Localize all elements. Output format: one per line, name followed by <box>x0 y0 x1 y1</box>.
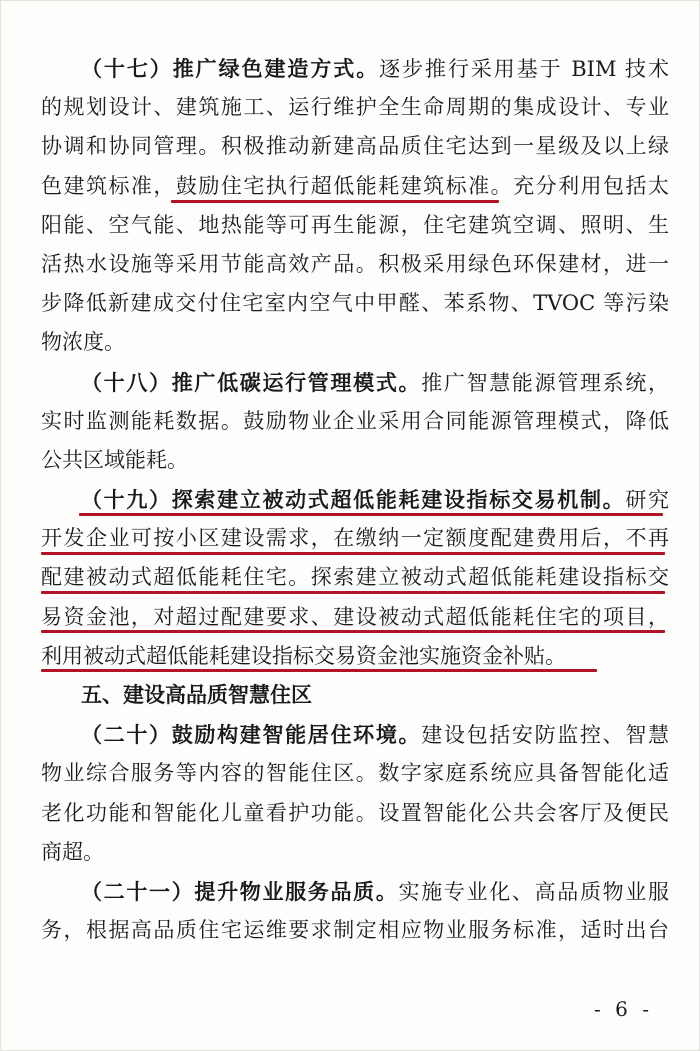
text-line: 利用被动式超低能耗建设指标交易资金池实施资金补贴。 <box>41 643 566 668</box>
page-number: - 6 - <box>594 997 653 1021</box>
highlight-underline <box>41 630 665 633</box>
text-line: （十九）探索建立被动式超低能耗建设指标交易机制。研究 <box>81 487 670 513</box>
text-line: 色建筑标准，鼓励住宅执行超低能耗建筑标准。充分利用包括太 <box>41 173 669 198</box>
document-body <box>41 49 669 950</box>
text-line: 公共区域能耗。 <box>41 447 188 472</box>
text-line: 易资金池，对超过配建要求、建设被动式超低能耗住宅的项目， <box>41 604 669 629</box>
highlight-underline <box>79 513 663 516</box>
text-line: 的规划设计、建筑施工、运行维护全生命周期的集成设计、专业 <box>41 95 669 120</box>
highlight-underline <box>171 200 499 203</box>
text-line: （二十）鼓励构建智能居住环境。建设包括安防监控、智慧 <box>81 722 670 748</box>
text-line: （二十一）提升物业服务品质。实施专业化、高品质物业服 <box>81 878 670 904</box>
text-line: 物浓度。 <box>41 330 125 355</box>
text-line: 实时监测能耗数据。鼓励物业企业采用合同能源管理模式，降低 <box>41 408 669 433</box>
text-line: 协调和协同管理。积极推动新建高品质住宅达到一星级及以上绿 <box>41 134 669 159</box>
text-line: 活热水设施等采用节能高效产品。积极采用绿色环保建材，进一 <box>41 251 669 276</box>
highlight-underline <box>41 591 665 594</box>
highlight-underline <box>41 669 597 672</box>
text-line: 阳能、空气能、地热能等可再生能源，住宅建筑空调、照明、生 <box>41 212 669 237</box>
text-line: 开发企业可按小区建设需求，在缴纳一定额度配建费用后，不再 <box>41 526 669 551</box>
text-line: 商超。 <box>41 839 104 864</box>
highlight-underline <box>41 552 665 555</box>
text-line: 务，根据高品质住宅运维要求制定相应物业服务标准，适时出台 <box>41 918 669 943</box>
text-line: 物业综合服务等内容的智能住区。数字家庭系统应具备智能化适 <box>41 761 669 786</box>
text-line: （十八）推广低碳运行管理模式。推广智慧能源管理系统， <box>81 369 670 395</box>
text-line: 老化功能和智能化儿童看护功能。设置智能化公共会客厅及便民 <box>41 800 669 825</box>
text-line: 步降低新建成交付住宅室内空气中甲醛、苯系物、TVOC 等污染 <box>41 291 669 316</box>
text-line: （十七）推广绿色建造方式。逐步推行采用基于 BIM 技术 <box>81 56 669 81</box>
text-line: 配建被动式超低能耗住宅。探索建立被动式超低能耗建设指标交 <box>41 565 669 590</box>
section-heading: 五、建设高品质智慧住区 <box>81 683 312 707</box>
